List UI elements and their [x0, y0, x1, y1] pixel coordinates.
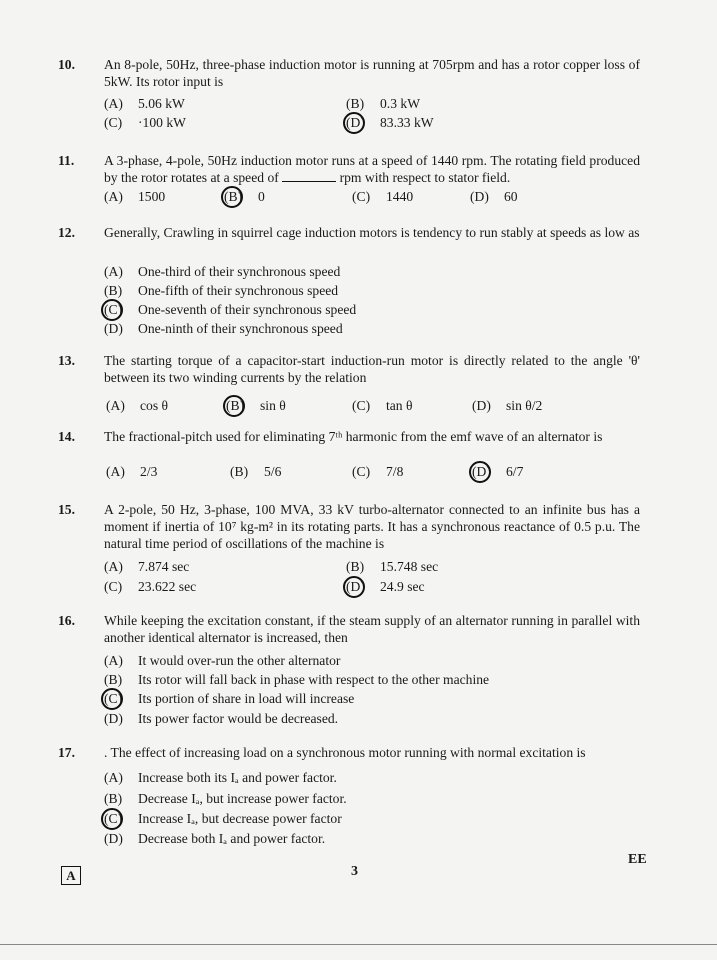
- option-text: ·100 kW: [138, 115, 186, 130]
- option-label: (B): [230, 464, 249, 479]
- question-number: 10.: [58, 57, 75, 72]
- option-label: (A): [106, 464, 125, 479]
- option-text: Its power factor would be decreased.: [138, 711, 339, 726]
- option-text: 7.874 sec: [138, 559, 190, 574]
- option-c: [104, 810, 342, 827]
- option-d: [472, 463, 523, 480]
- option-text: Decrease Iₐ, but increase power factor.: [138, 791, 347, 806]
- option-text: sin θ/2: [506, 398, 543, 413]
- option-a: [104, 95, 185, 112]
- option-b: [230, 463, 281, 480]
- option-c: [104, 301, 356, 318]
- page-number: 3: [351, 864, 358, 879]
- option-label: (C): [104, 115, 123, 130]
- option-b: [104, 282, 338, 299]
- option-label: (C): [352, 189, 371, 204]
- option-text: Its portion of share in load will increase: [138, 691, 355, 706]
- option-a: [104, 188, 165, 205]
- option-c: [352, 397, 413, 414]
- question-number: 16.: [58, 613, 75, 628]
- option-b: [226, 397, 286, 414]
- circled-option-label: (D): [472, 463, 506, 480]
- circled-option-label: (B): [224, 188, 258, 205]
- option-d: [472, 397, 542, 414]
- option-text: 23.622 sec: [138, 579, 197, 594]
- option-text: One-third of their synchronous speed: [138, 264, 341, 279]
- option-a: [104, 558, 189, 575]
- option-text: 60: [504, 189, 518, 204]
- option-text: One-seventh of their synchronous speed: [138, 302, 357, 317]
- option-text: 83.33 kW: [380, 115, 434, 130]
- stem-part: A 3-phase, 4-pole, 50Hz induction motor runs at a speed of 1440 rpm. The rotating field produced by the rotor rotates at a speed of: [104, 153, 640, 185]
- stem-part: rpm with respect to stator field.: [339, 170, 511, 185]
- question-number: 15.: [58, 502, 75, 517]
- option-d: [346, 578, 425, 595]
- option-text: 2/3: [140, 464, 158, 479]
- question-stem: An 8-pole, 50Hz, three-phase induction motor is running at 705rpm and has a rotor copper loss of 5kW. Its rotor input is: [104, 57, 640, 89]
- option-a: [106, 397, 168, 414]
- option-c: [104, 114, 186, 131]
- answer-blank: [282, 181, 336, 182]
- option-label: (B): [346, 559, 365, 574]
- option-d: [470, 188, 518, 205]
- question-stem: Generally, Crawling in squirrel cage induction motors is tendency to run stably at speeds as low as: [104, 225, 640, 240]
- option-text: Decrease both Iₐ and power factor.: [138, 831, 326, 846]
- option-label: (D): [472, 398, 491, 413]
- option-text: It would over-run the other alternator: [138, 653, 341, 668]
- question-number: 12.: [58, 225, 75, 240]
- option-text: One-fifth of their synchronous speed: [138, 283, 339, 298]
- option-text: 1500: [138, 189, 166, 204]
- option-a: [104, 769, 337, 786]
- option-text: cos θ: [140, 398, 169, 413]
- option-label: (C): [352, 464, 371, 479]
- option-label: (A): [104, 189, 123, 204]
- option-label: (D): [104, 711, 123, 726]
- option-text: 6/7: [506, 464, 524, 479]
- option-text: sin θ: [260, 398, 286, 413]
- question-stem: The starting torque of a capacitor-start induction-run motor is directly related to the angle 'θ' between its two winding currents by the relation: [104, 353, 640, 385]
- option-label: (B): [346, 96, 365, 111]
- circled-option-label: (B): [226, 397, 260, 414]
- option-b: [104, 671, 489, 688]
- option-a: [104, 652, 340, 669]
- option-text: 5/6: [264, 464, 282, 479]
- option-label: (D): [104, 831, 123, 846]
- bottom-rule: [0, 944, 717, 945]
- option-label: (C): [104, 579, 123, 594]
- option-label: (B): [104, 283, 123, 298]
- circled-option-label: (D): [346, 114, 380, 131]
- option-text: One-ninth of their synchronous speed: [138, 321, 343, 336]
- option-label: (B): [104, 791, 123, 806]
- question-stem: . The effect of increasing load on a synchronous motor running with normal excitation is: [104, 745, 586, 760]
- option-text: 15.748 sec: [380, 559, 439, 574]
- circled-option-label: (C): [104, 690, 138, 707]
- option-text: 7/8: [386, 464, 404, 479]
- question-number: 14.: [58, 429, 75, 444]
- option-d: [104, 320, 343, 337]
- circled-option-label: (C): [104, 301, 138, 318]
- question-stem: [104, 152, 640, 186]
- option-d: [104, 710, 338, 727]
- option-text: tan θ: [386, 398, 413, 413]
- option-text: 1440: [386, 189, 414, 204]
- option-text: Increase Iₐ, but decrease power factor: [138, 811, 342, 826]
- option-label: (C): [352, 398, 371, 413]
- question-stem: A 2-pole, 50 Hz, 3-phase, 100 MVA, 33 kV turbo-alternator connected to an infinite bus has a moment if inertia of 10⁷ kg-m² in its rotating parts. It has a synchronous reactance of 0.5 p.u. The natural time period of oscillations of the machine is: [104, 502, 640, 551]
- option-b: [346, 95, 420, 112]
- option-label: (B): [104, 672, 123, 687]
- option-label: (A): [104, 96, 123, 111]
- option-b: [346, 558, 438, 575]
- question-stem: While keeping the excitation constant, if the steam supply of an alternator running in parallel with another identical alternator is increased, then: [104, 613, 640, 645]
- option-a: [104, 263, 340, 280]
- option-label: (A): [106, 398, 125, 413]
- option-c: [352, 463, 403, 480]
- question-number: 13.: [58, 353, 75, 368]
- set-code-box: A: [61, 866, 81, 885]
- circled-option-label: (C): [104, 810, 138, 827]
- question-number: 17.: [58, 745, 75, 760]
- option-label: (A): [104, 559, 123, 574]
- option-text: 5.06 kW: [138, 96, 185, 111]
- option-text: 24.9 sec: [380, 579, 425, 594]
- option-d: [346, 114, 434, 131]
- question-stem: The fractional-pitch used for eliminating 7ᵗʰ harmonic from the emf wave of an alternator is: [104, 429, 603, 444]
- circled-option-label: (D): [346, 578, 380, 595]
- option-text: Its rotor will fall back in phase with respect to the other machine: [138, 672, 490, 687]
- option-label: (D): [104, 321, 123, 336]
- option-a: [106, 463, 157, 480]
- option-label: (A): [104, 653, 123, 668]
- question-number: 11.: [58, 153, 75, 168]
- option-text: 0: [258, 189, 265, 204]
- option-label: (A): [104, 770, 123, 785]
- subject-code: EE: [628, 852, 647, 867]
- option-c: [104, 690, 354, 707]
- option-label: (A): [104, 264, 123, 279]
- option-b: [224, 188, 265, 205]
- option-d: [104, 830, 325, 847]
- option-c: [104, 578, 196, 595]
- option-b: [104, 790, 347, 807]
- option-text: Increase both its Iₐ and power factor.: [138, 770, 337, 785]
- option-c: [352, 188, 413, 205]
- option-label: (D): [470, 189, 489, 204]
- option-text: 0.3 kW: [380, 96, 421, 111]
